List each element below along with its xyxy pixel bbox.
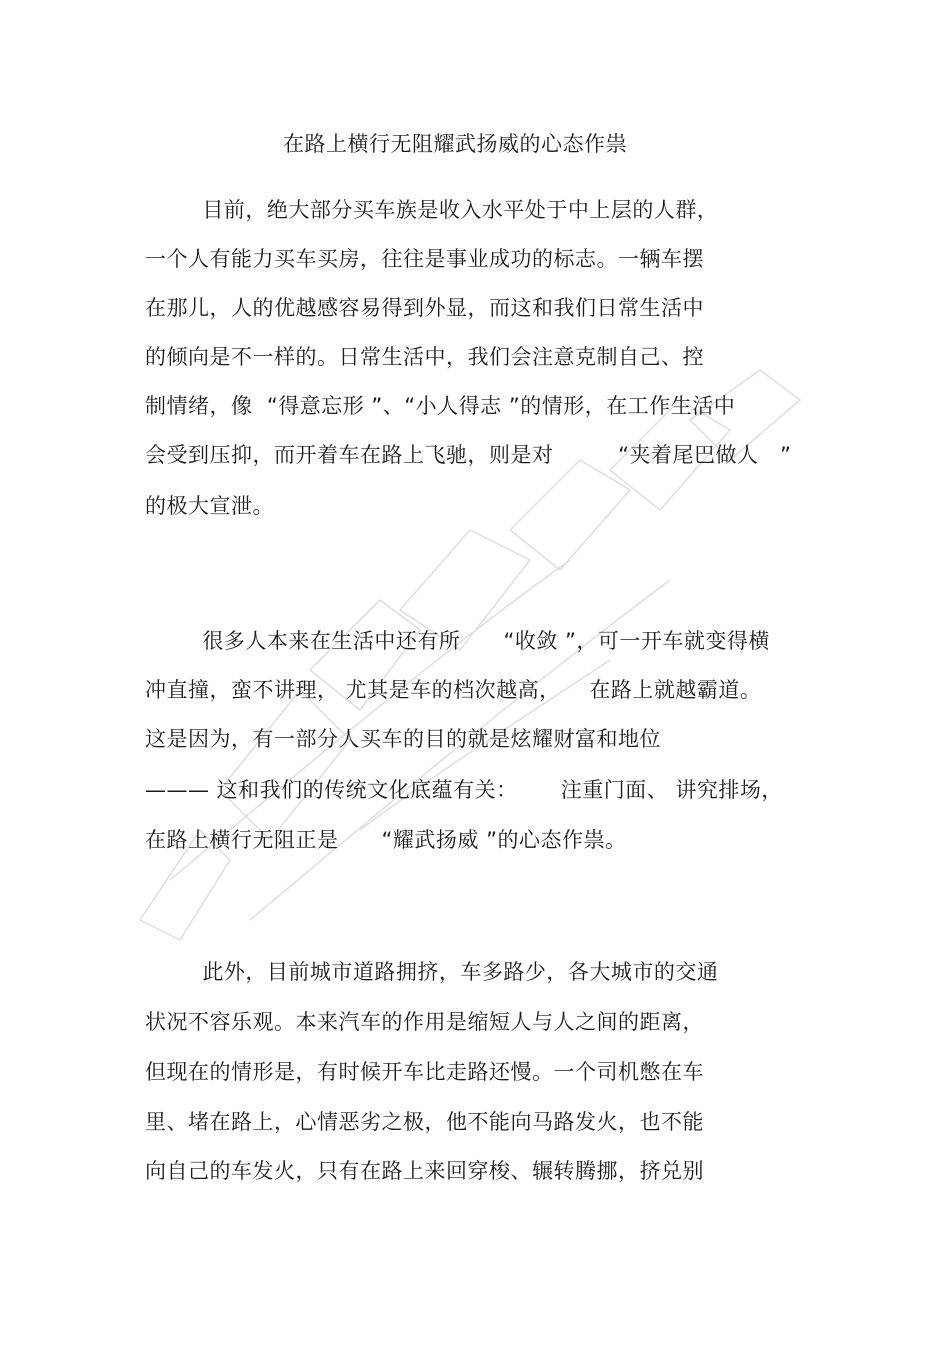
text-line: 向自己的车发火，只有在路上来回穿梭、辗转腾挪，挤兑别 (145, 1159, 704, 1183)
text-line: 状况不容乐观。本来汽车的作用是缩短人与人之间的距离， (145, 1010, 704, 1034)
document-title: 在路上横行无阻耀武扬威的心态作祟 (283, 132, 627, 156)
text-line: 的倾向是不一样的。日常生活中，我们会注意克制自己、控 (145, 345, 704, 369)
text-line: 在那儿，人的优越感容易得到外显，而这和我们日常生活中 (145, 296, 704, 320)
text-line: 但现在的情形是，有时候开车比走路还慢。一个司机憋在车 (145, 1060, 704, 1084)
text-line: 很多人本来在生活中还有所 “收敛 ”，可一开车就变得横 (145, 629, 770, 653)
text-line: ——— 这和我们的传统文化底蕴有关： 注重门面、 讲究排场， (145, 778, 783, 802)
text-line: 在路上横行无阻正是 “耀武扬威 ”的心态作祟。 (145, 828, 627, 852)
text-line: 此外，目前城市道路拥挤，车多路少，各大城市的交通 (145, 960, 719, 984)
text-line: 冲直撞，蛮不讲理， 尤其是车的档次越高， 在路上就越霸道。 (145, 678, 762, 702)
text-line: 会受到压抑，而开着车在路上飞驰，则是对 “夹着尾巴做人 ” (145, 443, 792, 467)
text-line: 制情绪，像 “得意忘形 ”、“小人得志 ”的情形，在工作生活中 (145, 394, 736, 418)
text-line: 里、堵在路上，心情恶劣之极，他不能向马路发火，也不能 (145, 1110, 704, 1134)
text-line: 的极大宣泄。 (145, 494, 274, 518)
text-line: 这是因为，有一部分人买车的目的就是炫耀财富和地位 (145, 727, 661, 751)
text-line: 一个人有能力买车买房，往往是事业成功的标志。一辆车摆 (145, 247, 704, 271)
text-line: 目前，绝大部分买车族是收入水平处于中上层的人群， (145, 198, 719, 222)
